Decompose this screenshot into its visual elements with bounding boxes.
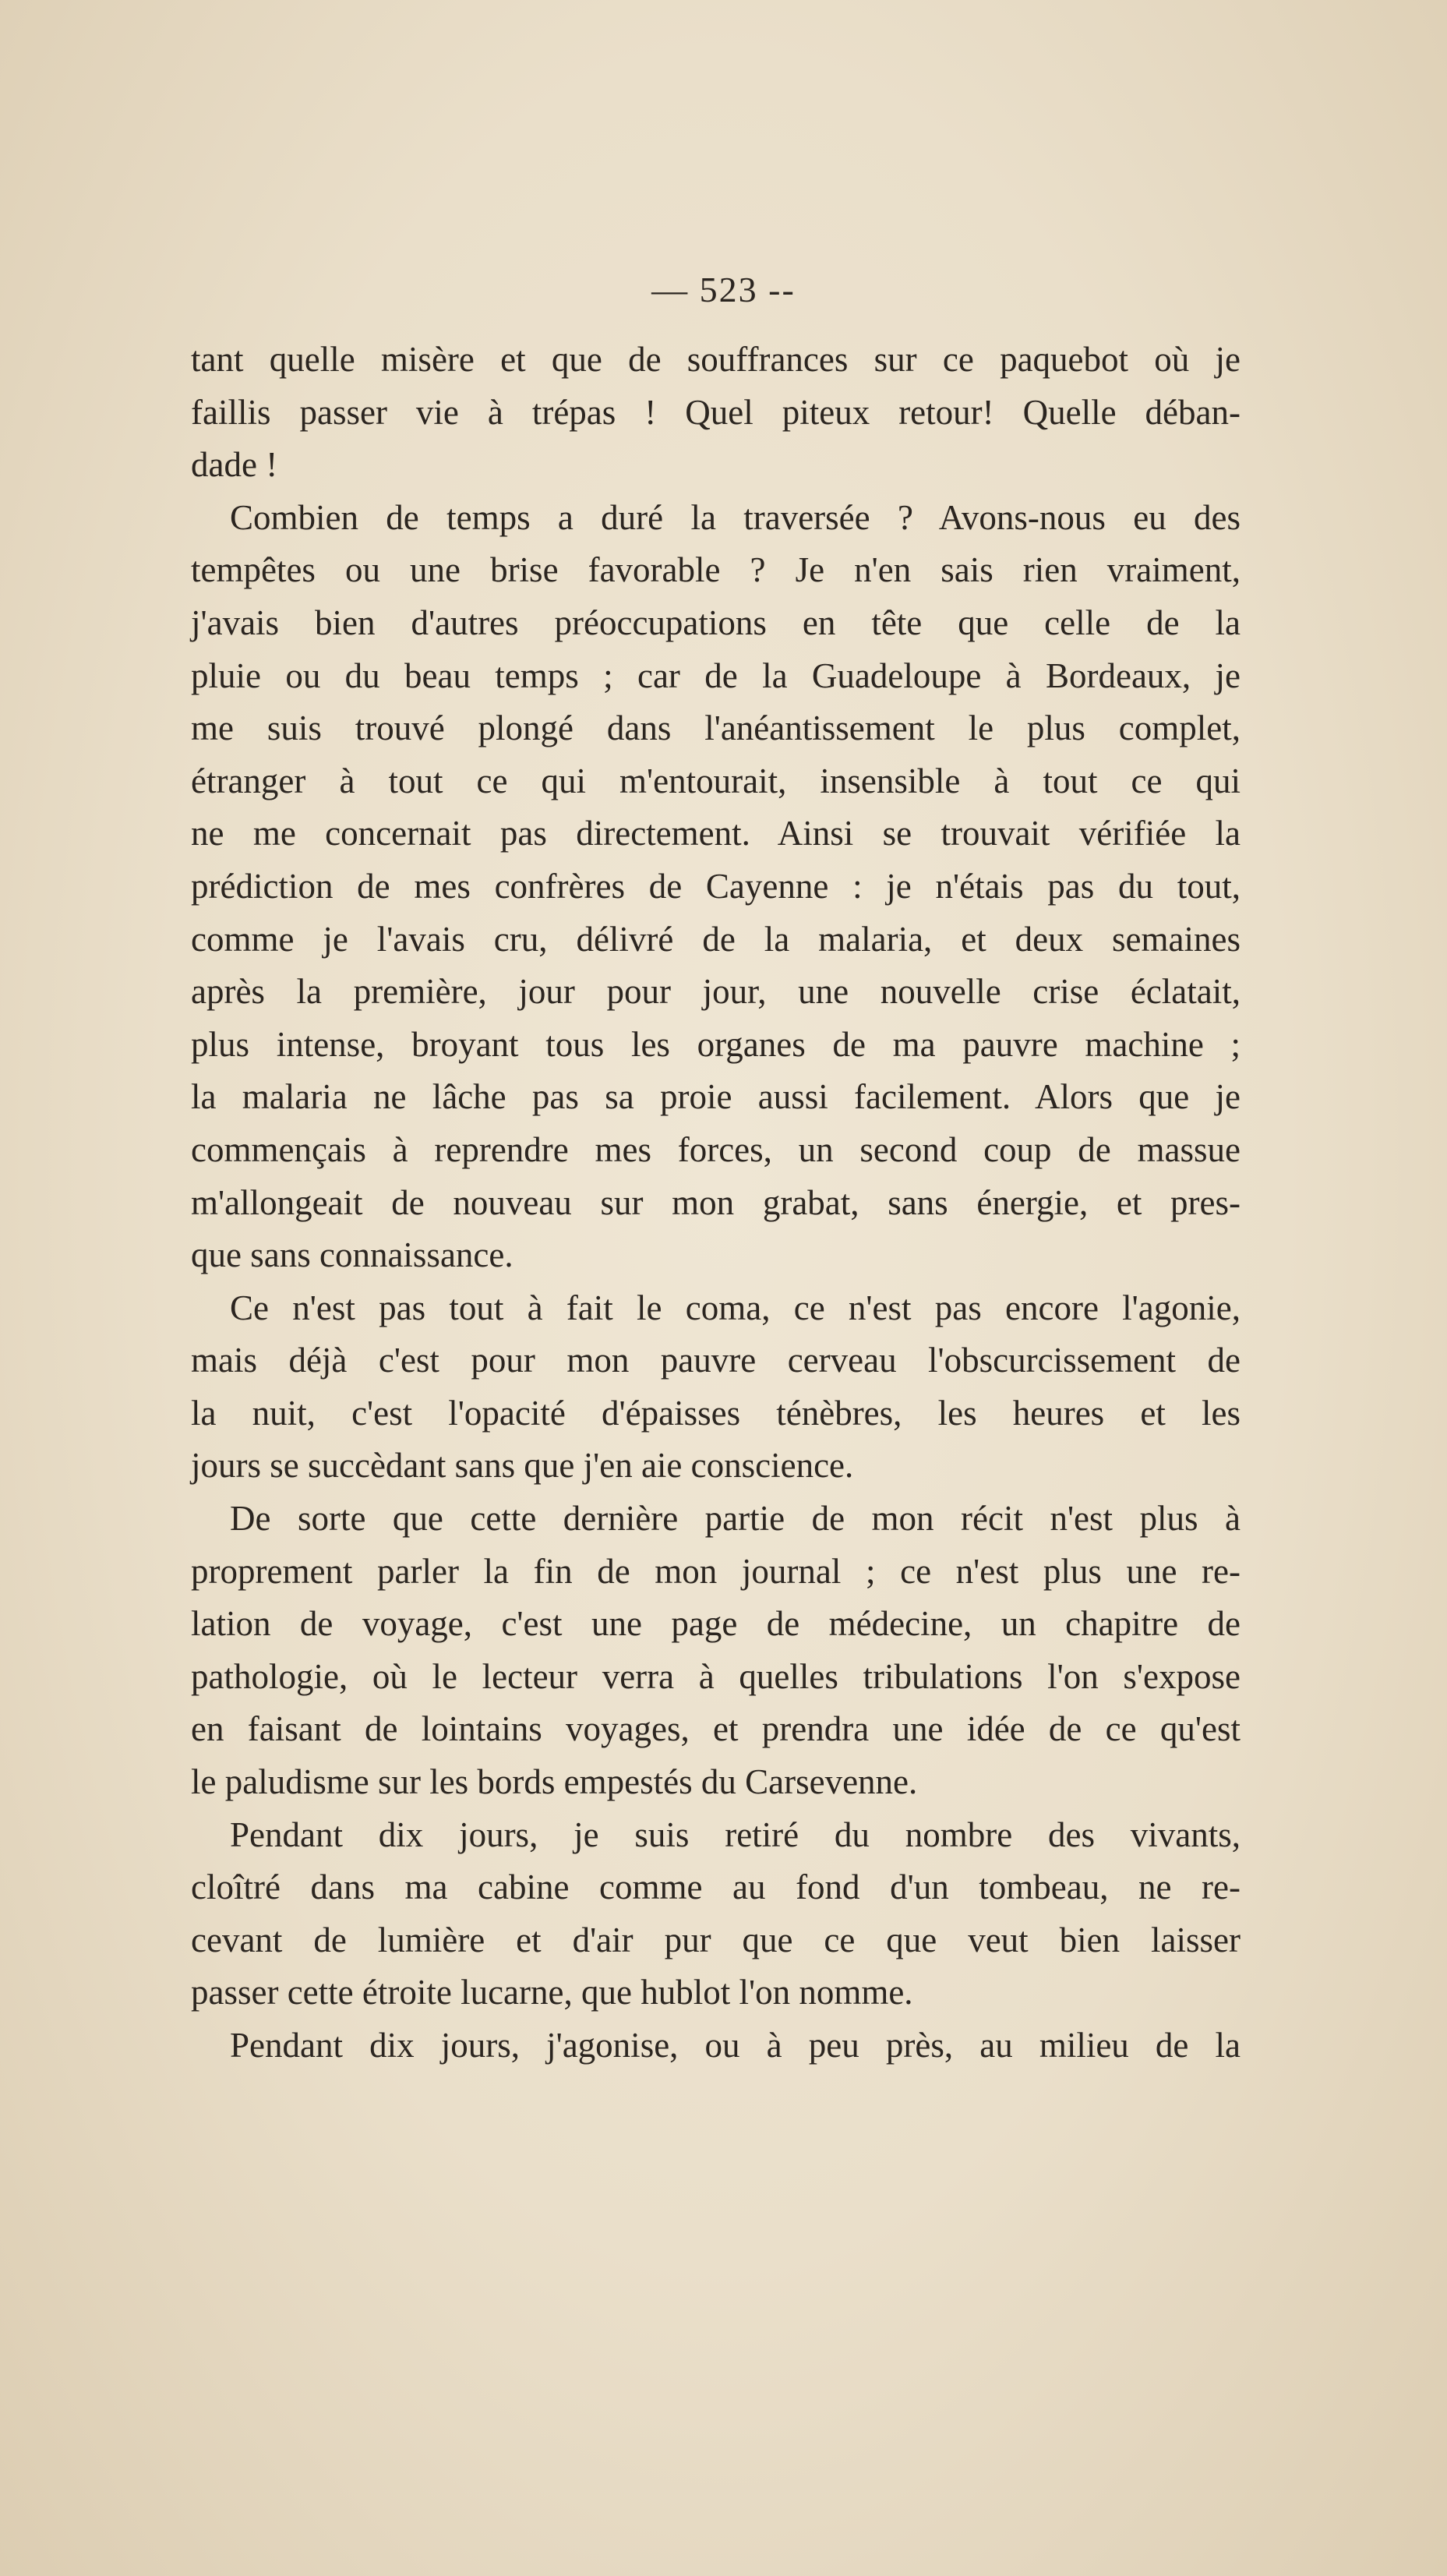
text-line: Pendant dix jours, je suis retiré du nombre des vivants, xyxy=(230,1815,1241,1854)
body-text xyxy=(191,334,1241,2072)
text-line: passer cette étroite lucarne, que hublot l'on nomme. xyxy=(191,1973,913,2012)
text-line: me suis trouvé plongé dans l'anéantissement le plus complet, xyxy=(191,708,1241,748)
text-line: après la première, jour pour jour, une nouvelle crise éclatait, xyxy=(191,972,1241,1012)
text-line: Combien de temps a duré la traversée ? Avons-nous eu des xyxy=(230,497,1241,537)
text-line: mais déjà c'est pour mon pauvre cerveau l'obscurcissement de xyxy=(191,1341,1241,1380)
text-line: faillis passer vie à trépas ! Quel piteux retour! Quelle déban- xyxy=(191,392,1241,432)
text-line: pathologie, où le lecteur verra à quelles tribulations l'on s'expose xyxy=(191,1656,1241,1696)
text-line: plus intense, broyant tous les organes de ma pauvre machine ; xyxy=(191,1024,1241,1064)
text-line: en faisant de lointains voyages, et prendra une idée de ce qu'est xyxy=(191,1709,1241,1749)
text-line: commençais à reprendre mes forces, un second coup de massue xyxy=(191,1129,1241,1169)
text-line: étranger à tout ce qui m'entourait, insensible à tout ce qui xyxy=(191,761,1241,800)
text-line: Ce n'est pas tout à fait le coma, ce n'est pas encore l'agonie, xyxy=(230,1288,1241,1327)
text-line: De sorte que cette dernière partie de mon récit n'est plus à xyxy=(230,1499,1241,1539)
text-line: proprement parler la fin de mon journal ; ce n'est plus une re- xyxy=(191,1551,1241,1591)
text-line: que sans connaissance. xyxy=(191,1235,514,1275)
text-line: jours se succèdant sans que j'en aie conscience. xyxy=(191,1446,854,1486)
text-line: pluie ou du beau temps ; car de la Guadeloupe à Bordeaux, je xyxy=(191,655,1241,695)
text-line: dade ! xyxy=(191,445,278,485)
text-line: la malaria ne lâche pas sa proie aussi facilement. Alors que je xyxy=(191,1077,1241,1117)
text-line: tant quelle misère et que de souffrances sur ce paquebot où je xyxy=(191,340,1241,379)
text-line: prédiction de mes confrères de Cayenne : je n'étais pas du tout, xyxy=(191,866,1241,906)
text-line: le paludisme sur les bords empestés du Carsevenne. xyxy=(191,1762,918,1802)
text-line: ne me concernait pas directement. Ainsi se trouvait vérifiée la xyxy=(191,814,1241,853)
text-line: cloîtré dans ma cabine comme au fond d'un tombeau, ne re- xyxy=(191,1868,1241,1907)
text-line: cevant de lumière et d'air pur que ce que veut bien laisser xyxy=(191,1920,1241,1959)
text-line: Pendant dix jours, j'agonise, ou à peu près, au milieu de la xyxy=(230,2026,1241,2065)
text-line: comme je l'avais cru, délivré de la malaria, et deux semaines xyxy=(191,919,1241,959)
text-line: la nuit, c'est l'opacité d'épaisses ténèbres, les heures et les xyxy=(191,1393,1241,1433)
text-line: j'avais bien d'autres préoccupations en tête que celle de la xyxy=(191,602,1241,642)
text-line: lation de voyage, c'est une page de médecine, un chapitre de xyxy=(191,1604,1241,1644)
text-line: tempêtes ou une brise favorable ? Je n'en sais rien vraiment, xyxy=(191,550,1241,590)
page-number: — 523 -- xyxy=(651,270,796,309)
text-line: m'allongeait de nouveau sur mon grabat, sans énergie, et pres- xyxy=(191,1182,1241,1222)
